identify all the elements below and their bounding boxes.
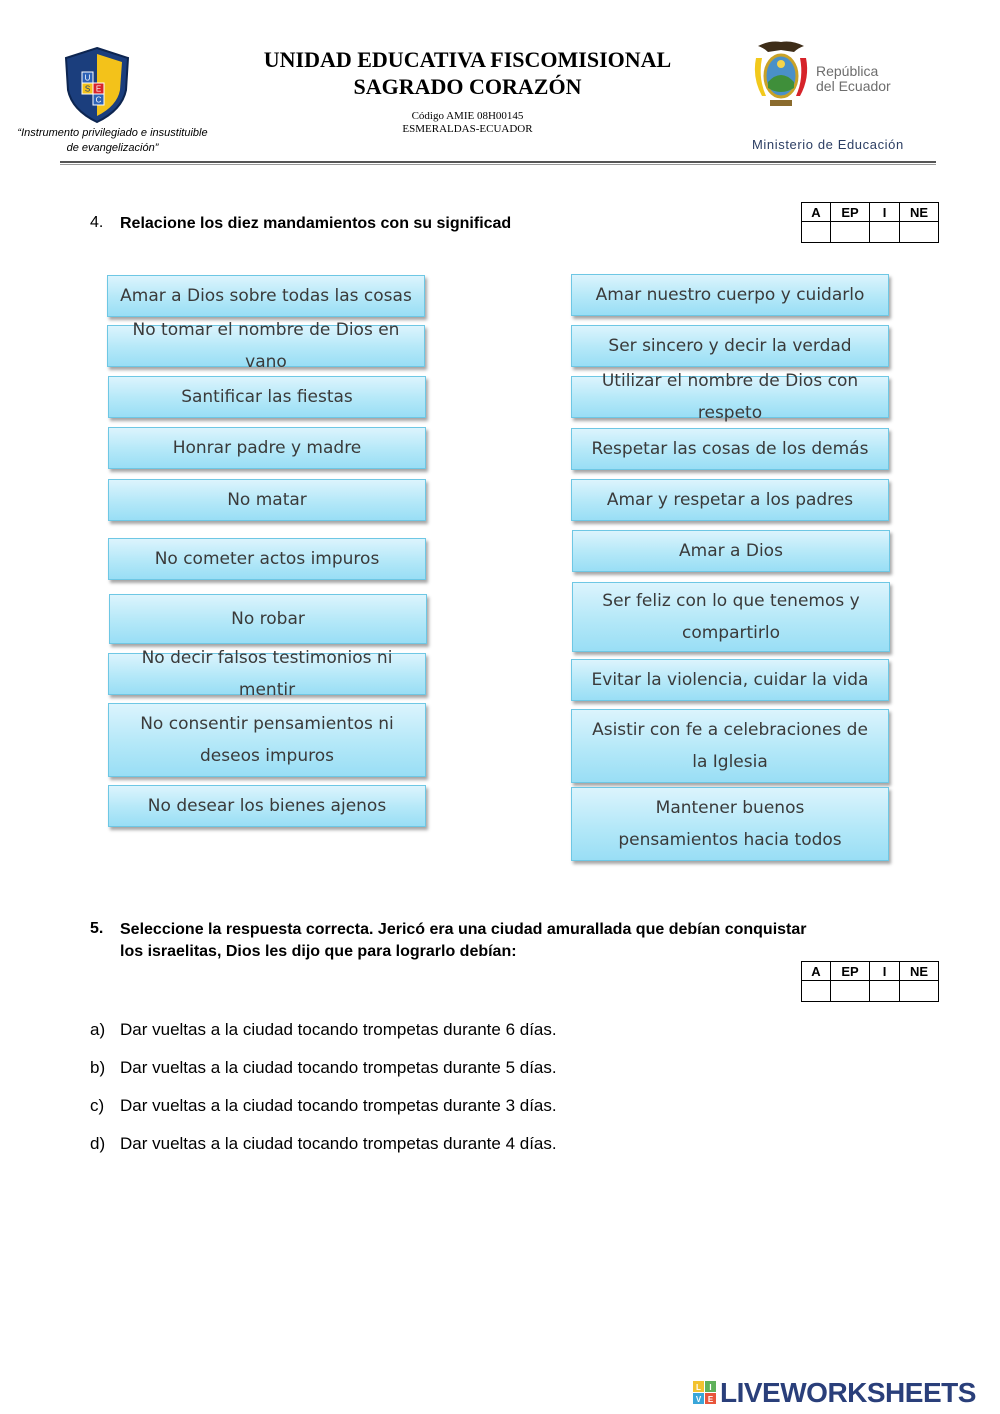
- school-title: [230, 46, 705, 100]
- option-letter: b): [90, 1058, 106, 1077]
- meaning-box[interactable]: Amar a Dios: [572, 530, 890, 572]
- header-divider-thin: [60, 164, 936, 165]
- question-4-number: 4.: [90, 214, 104, 231]
- question-5-number: 5.: [90, 920, 104, 937]
- logo-tile-letter: I: [709, 1383, 712, 1392]
- grade-table-q5: [801, 961, 939, 1002]
- grade-cell-ne[interactable]: [900, 222, 939, 243]
- option-text: Dar vueltas a la ciudad tocando trompetas durante 4 días.: [120, 1134, 557, 1153]
- grade-header-ne: NE: [900, 962, 939, 981]
- option-text: Dar vueltas a la ciudad tocando trompetas durante 3 días.: [120, 1096, 557, 1115]
- meaning-box[interactable]: Mantener buenos pensamientos hacia todos: [571, 787, 889, 861]
- header-divider: [60, 161, 936, 163]
- grade-header-ep: EP: [831, 203, 870, 222]
- commandment-box[interactable]: No tomar el nombre de Dios en vano: [107, 325, 425, 367]
- question-4-text: Relacione los diez mandamientos con su significad: [120, 215, 512, 232]
- shield-letter: U: [84, 73, 91, 83]
- commandment-box[interactable]: No cometer actos impuros: [108, 538, 426, 580]
- option-letter: c): [90, 1096, 105, 1115]
- republica-line-1: República: [816, 63, 879, 79]
- meaning-box[interactable]: Evitar la violencia, cuidar la vida: [571, 659, 889, 701]
- answer-option-c[interactable]: [90, 1096, 557, 1116]
- liveworksheets-logo: [693, 1377, 976, 1409]
- meaning-box[interactable]: Asistir con fe a celebraciones de la Iglesia: [571, 709, 889, 783]
- liveworksheets-tiles-icon: [693, 1381, 717, 1405]
- commandment-box[interactable]: Honrar padre y madre: [108, 427, 426, 469]
- ministerio-label: Ministerio de Educación: [752, 137, 904, 152]
- school-shield-logo: [62, 46, 132, 124]
- commandment-box[interactable]: No consentir pensamientos ni deseos impuros: [108, 703, 426, 777]
- option-letter: d): [90, 1134, 106, 1153]
- grade-table-q4: [801, 202, 939, 243]
- school-info: [330, 110, 605, 136]
- meaning-box[interactable]: Ser feliz con lo que tenemos y compartirlo: [572, 582, 890, 652]
- grade-cell-i[interactable]: [870, 981, 900, 1002]
- grade-header-ep: EP: [831, 962, 870, 981]
- school-title-line-2: SAGRADO CORAZÓN: [353, 74, 582, 99]
- shield-letter: E: [95, 84, 102, 94]
- grade-header-a: A: [802, 203, 831, 222]
- shield-letter: C: [95, 95, 102, 105]
- logo-tile-letter: E: [707, 1395, 714, 1404]
- republica-del-ecuador: [816, 64, 891, 94]
- grade-cell-a[interactable]: [802, 981, 831, 1002]
- school-title-line-1: UNIDAD EDUCATIVA FISCOMISIONAL: [263, 47, 672, 72]
- motto-line-2: de evangelización”: [66, 142, 159, 154]
- answer-option-d[interactable]: [90, 1134, 557, 1154]
- option-text: Dar vueltas a la ciudad tocando trompetas durante 5 días.: [120, 1058, 557, 1077]
- commandment-box[interactable]: Santificar las fiestas: [108, 376, 426, 418]
- motto-line-1: “Instrumento privilegiado e insustituible: [17, 127, 208, 139]
- meaning-box[interactable]: Utilizar el nombre de Dios con respeto: [571, 376, 889, 418]
- meaning-box[interactable]: Ser sincero y decir la verdad: [571, 325, 889, 367]
- grade-header-i: I: [870, 962, 900, 981]
- school-location: ESMERALDAS-ECUADOR: [402, 123, 533, 135]
- grade-cell-ep[interactable]: [831, 222, 870, 243]
- codigo-amie: Código AMIE 08H00145: [411, 110, 524, 122]
- question-5-line-1: Seleccione la respuesta correcta. Jericó era una ciudad amurallada que debían conquistar: [120, 921, 807, 938]
- answer-option-a[interactable]: [90, 1020, 557, 1040]
- answer-option-b[interactable]: [90, 1058, 557, 1078]
- grade-cell-a[interactable]: [802, 222, 831, 243]
- school-motto: [10, 126, 215, 156]
- commandment-box[interactable]: No decir falsos testimonios ni mentir: [108, 653, 426, 695]
- grade-cell-i[interactable]: [870, 222, 900, 243]
- grade-cell-ne[interactable]: [900, 981, 939, 1002]
- grade-header-i: I: [870, 203, 900, 222]
- option-text: Dar vueltas a la ciudad tocando trompetas durante 6 días.: [120, 1020, 557, 1039]
- meaning-box[interactable]: Amar y respetar a los padres: [571, 479, 889, 521]
- shield-letter: S: [84, 84, 91, 94]
- option-letter: a): [90, 1020, 106, 1039]
- grade-header-a: A: [802, 962, 831, 981]
- ecuador-coat-of-arms-icon: [748, 38, 814, 112]
- question-5-line-2: los israelitas, Dios les dijo que para lograrlo debían:: [120, 943, 517, 960]
- logo-tile-letter: V: [695, 1395, 702, 1404]
- question-5-text: [120, 919, 920, 963]
- meaning-box[interactable]: Amar nuestro cuerpo y cuidarlo: [571, 274, 889, 316]
- commandment-box[interactable]: No matar: [108, 479, 426, 521]
- logo-tile-letter: L: [696, 1383, 701, 1392]
- liveworksheets-wordmark: LIVEWORKSHEETS: [720, 1377, 976, 1408]
- republica-line-2: del Ecuador: [816, 78, 891, 94]
- grade-cell-ep[interactable]: [831, 981, 870, 1002]
- commandment-box[interactable]: No desear los bienes ajenos: [108, 785, 426, 827]
- meaning-box[interactable]: Respetar las cosas de los demás: [571, 428, 889, 470]
- commandment-box[interactable]: Amar a Dios sobre todas las cosas: [107, 275, 425, 317]
- commandment-box[interactable]: No robar: [109, 594, 427, 644]
- grade-header-ne: NE: [900, 203, 939, 222]
